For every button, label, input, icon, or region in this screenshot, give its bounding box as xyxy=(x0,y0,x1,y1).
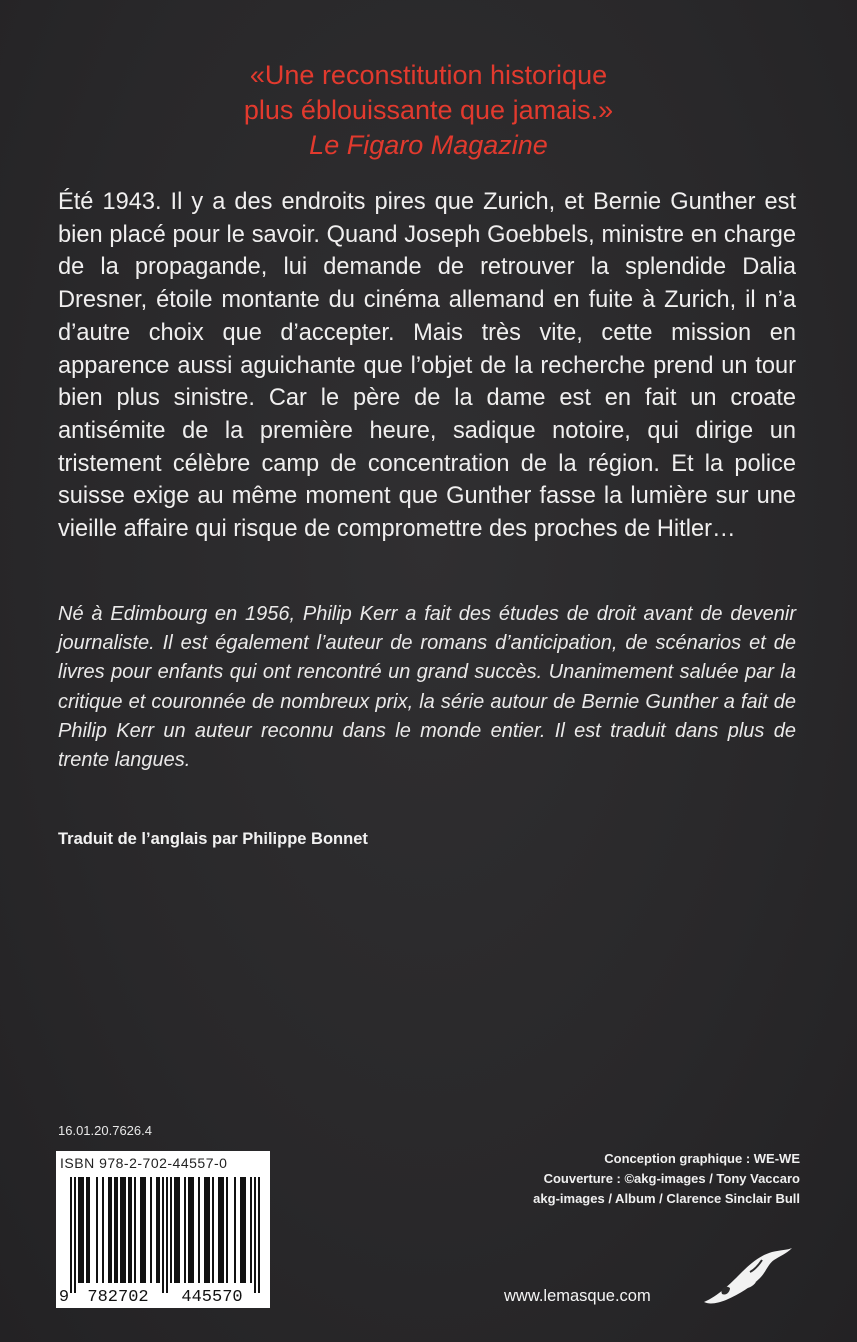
barcode-bar xyxy=(86,1177,88,1283)
barcode-bar xyxy=(192,1177,194,1283)
barcode-bar xyxy=(124,1177,126,1283)
catalog-number: 16.01.20.7626.4 xyxy=(58,1123,152,1138)
credit-line-design: Conception graphique : WE-WE xyxy=(604,1151,800,1166)
synopsis-paragraph: Été 1943. Il y a des endroits pires que Zurich, et Bernie Gunther est bien placé pour le savoir. Quand Joseph Goebbels, ministre en charge de la propagande, lui demande de retrouver la splendide Dalia Dresner, étoile montante du cinéma allemand en fuite à Zurich, il n’a d’autre choix que d’accepter. Mais très vite, cette mission en apparence aussi aguichante que l’objet de la recherche prend un tour bien plus sinistre. Car le père de la dame est en fait un croate antisémite de la première heure, sadique notoire, qui dirige un tristement célèbre camp de concentration de la région. Et la police suisse exige au même moment que Gunther fasse la lumière sur une vieille affaire qui risque de compromettre des proches de Hitler… xyxy=(58,189,796,543)
barcode-bar xyxy=(144,1177,146,1283)
barcode-bar xyxy=(206,1177,208,1283)
barcode-bar xyxy=(78,1177,80,1283)
barcode-bar xyxy=(258,1177,260,1293)
publisher-website: www.lemasque.com xyxy=(504,1287,651,1305)
barcode-bar xyxy=(244,1177,246,1283)
barcode-bar xyxy=(242,1177,244,1283)
barcode-bar xyxy=(218,1177,220,1283)
quote-line-1: «Une reconstitution historique xyxy=(249,60,608,90)
barcode-bar xyxy=(212,1177,214,1283)
barcode-bar xyxy=(184,1177,186,1283)
barcode-bar xyxy=(166,1177,168,1293)
quote-line-2: plus éblouissante que jamais.» xyxy=(243,95,614,125)
barcode-bar xyxy=(96,1177,98,1283)
barcode-bar xyxy=(162,1177,164,1293)
barcode-bar xyxy=(234,1177,236,1283)
quote-source: Le Figaro Magazine xyxy=(309,130,548,160)
design-credits xyxy=(533,1149,800,1209)
barcode-bar xyxy=(250,1177,252,1283)
barcode-bar xyxy=(134,1177,136,1283)
barcode-bar xyxy=(108,1177,110,1283)
barcode-bar xyxy=(116,1177,118,1283)
barcode-bar xyxy=(102,1177,104,1283)
mask-logo-icon xyxy=(700,1244,794,1308)
translator-credit: Traduit de l’anglais par Philippe Bonnet xyxy=(58,830,368,848)
barcode-bar xyxy=(158,1177,160,1283)
barcode-bar xyxy=(240,1177,242,1283)
barcode-bar xyxy=(208,1177,210,1283)
barcode-bar xyxy=(254,1177,256,1293)
barcode-bar xyxy=(120,1177,122,1283)
barcode-bar xyxy=(174,1177,176,1283)
barcode-bar xyxy=(70,1177,72,1293)
author-bio: Né à Edimbourg en 1956, Philip Kerr a fait des études de droit avant de devenir journaliste. Il est également l’auteur de romans d’anticipation, de scénarios et de livres pour enfants qui ont rencontré un grand succès. Unanimement saluée par la critique et couronnée de nombreux prix, la série autour de Bernie Gunther a fait de Philip Kerr un auteur reconnu dans le monde entier. Il est traduit dans plus de trente langues. xyxy=(58,603,796,772)
barcode-bar xyxy=(80,1177,82,1283)
isbn-text: ISBN 978-2-702-44557-0 xyxy=(60,1155,228,1171)
credit-line-images: akg-images / Album / Clarence Sinclair Bull xyxy=(533,1191,800,1206)
barcode-bar xyxy=(178,1177,180,1283)
barcode-bar xyxy=(140,1177,142,1283)
barcode-digits: 445570 xyxy=(181,1288,243,1307)
barcode-digits: 9 xyxy=(58,1288,70,1307)
barcode-bar xyxy=(74,1177,76,1293)
barcode-bar xyxy=(82,1177,84,1283)
barcode-bar xyxy=(198,1177,200,1283)
barcode-bar xyxy=(122,1177,124,1283)
barcode-bar xyxy=(128,1177,130,1283)
barcode-bar xyxy=(88,1177,90,1283)
isbn-barcode xyxy=(56,1151,270,1308)
barcode-bar xyxy=(156,1177,158,1283)
barcode-bar xyxy=(170,1177,172,1283)
barcode-bar xyxy=(188,1177,190,1283)
barcode-bar xyxy=(110,1177,112,1283)
barcode-bar xyxy=(204,1177,206,1283)
barcode-graphic xyxy=(56,1151,270,1308)
credit-line-cover: Couverture : ©akg-images / Tony Vaccaro xyxy=(543,1171,800,1186)
barcode-bar xyxy=(190,1177,192,1283)
barcode-digits: 782702 xyxy=(87,1288,149,1307)
barcode-bar xyxy=(142,1177,144,1283)
barcode-bar xyxy=(176,1177,178,1283)
barcode-bar xyxy=(222,1177,224,1283)
barcode-bar xyxy=(150,1177,152,1283)
press-quote xyxy=(0,58,857,163)
barcode-bar xyxy=(226,1177,228,1283)
barcode-bar xyxy=(114,1177,116,1283)
barcode-bar xyxy=(220,1177,222,1283)
barcode-bar xyxy=(130,1177,132,1283)
